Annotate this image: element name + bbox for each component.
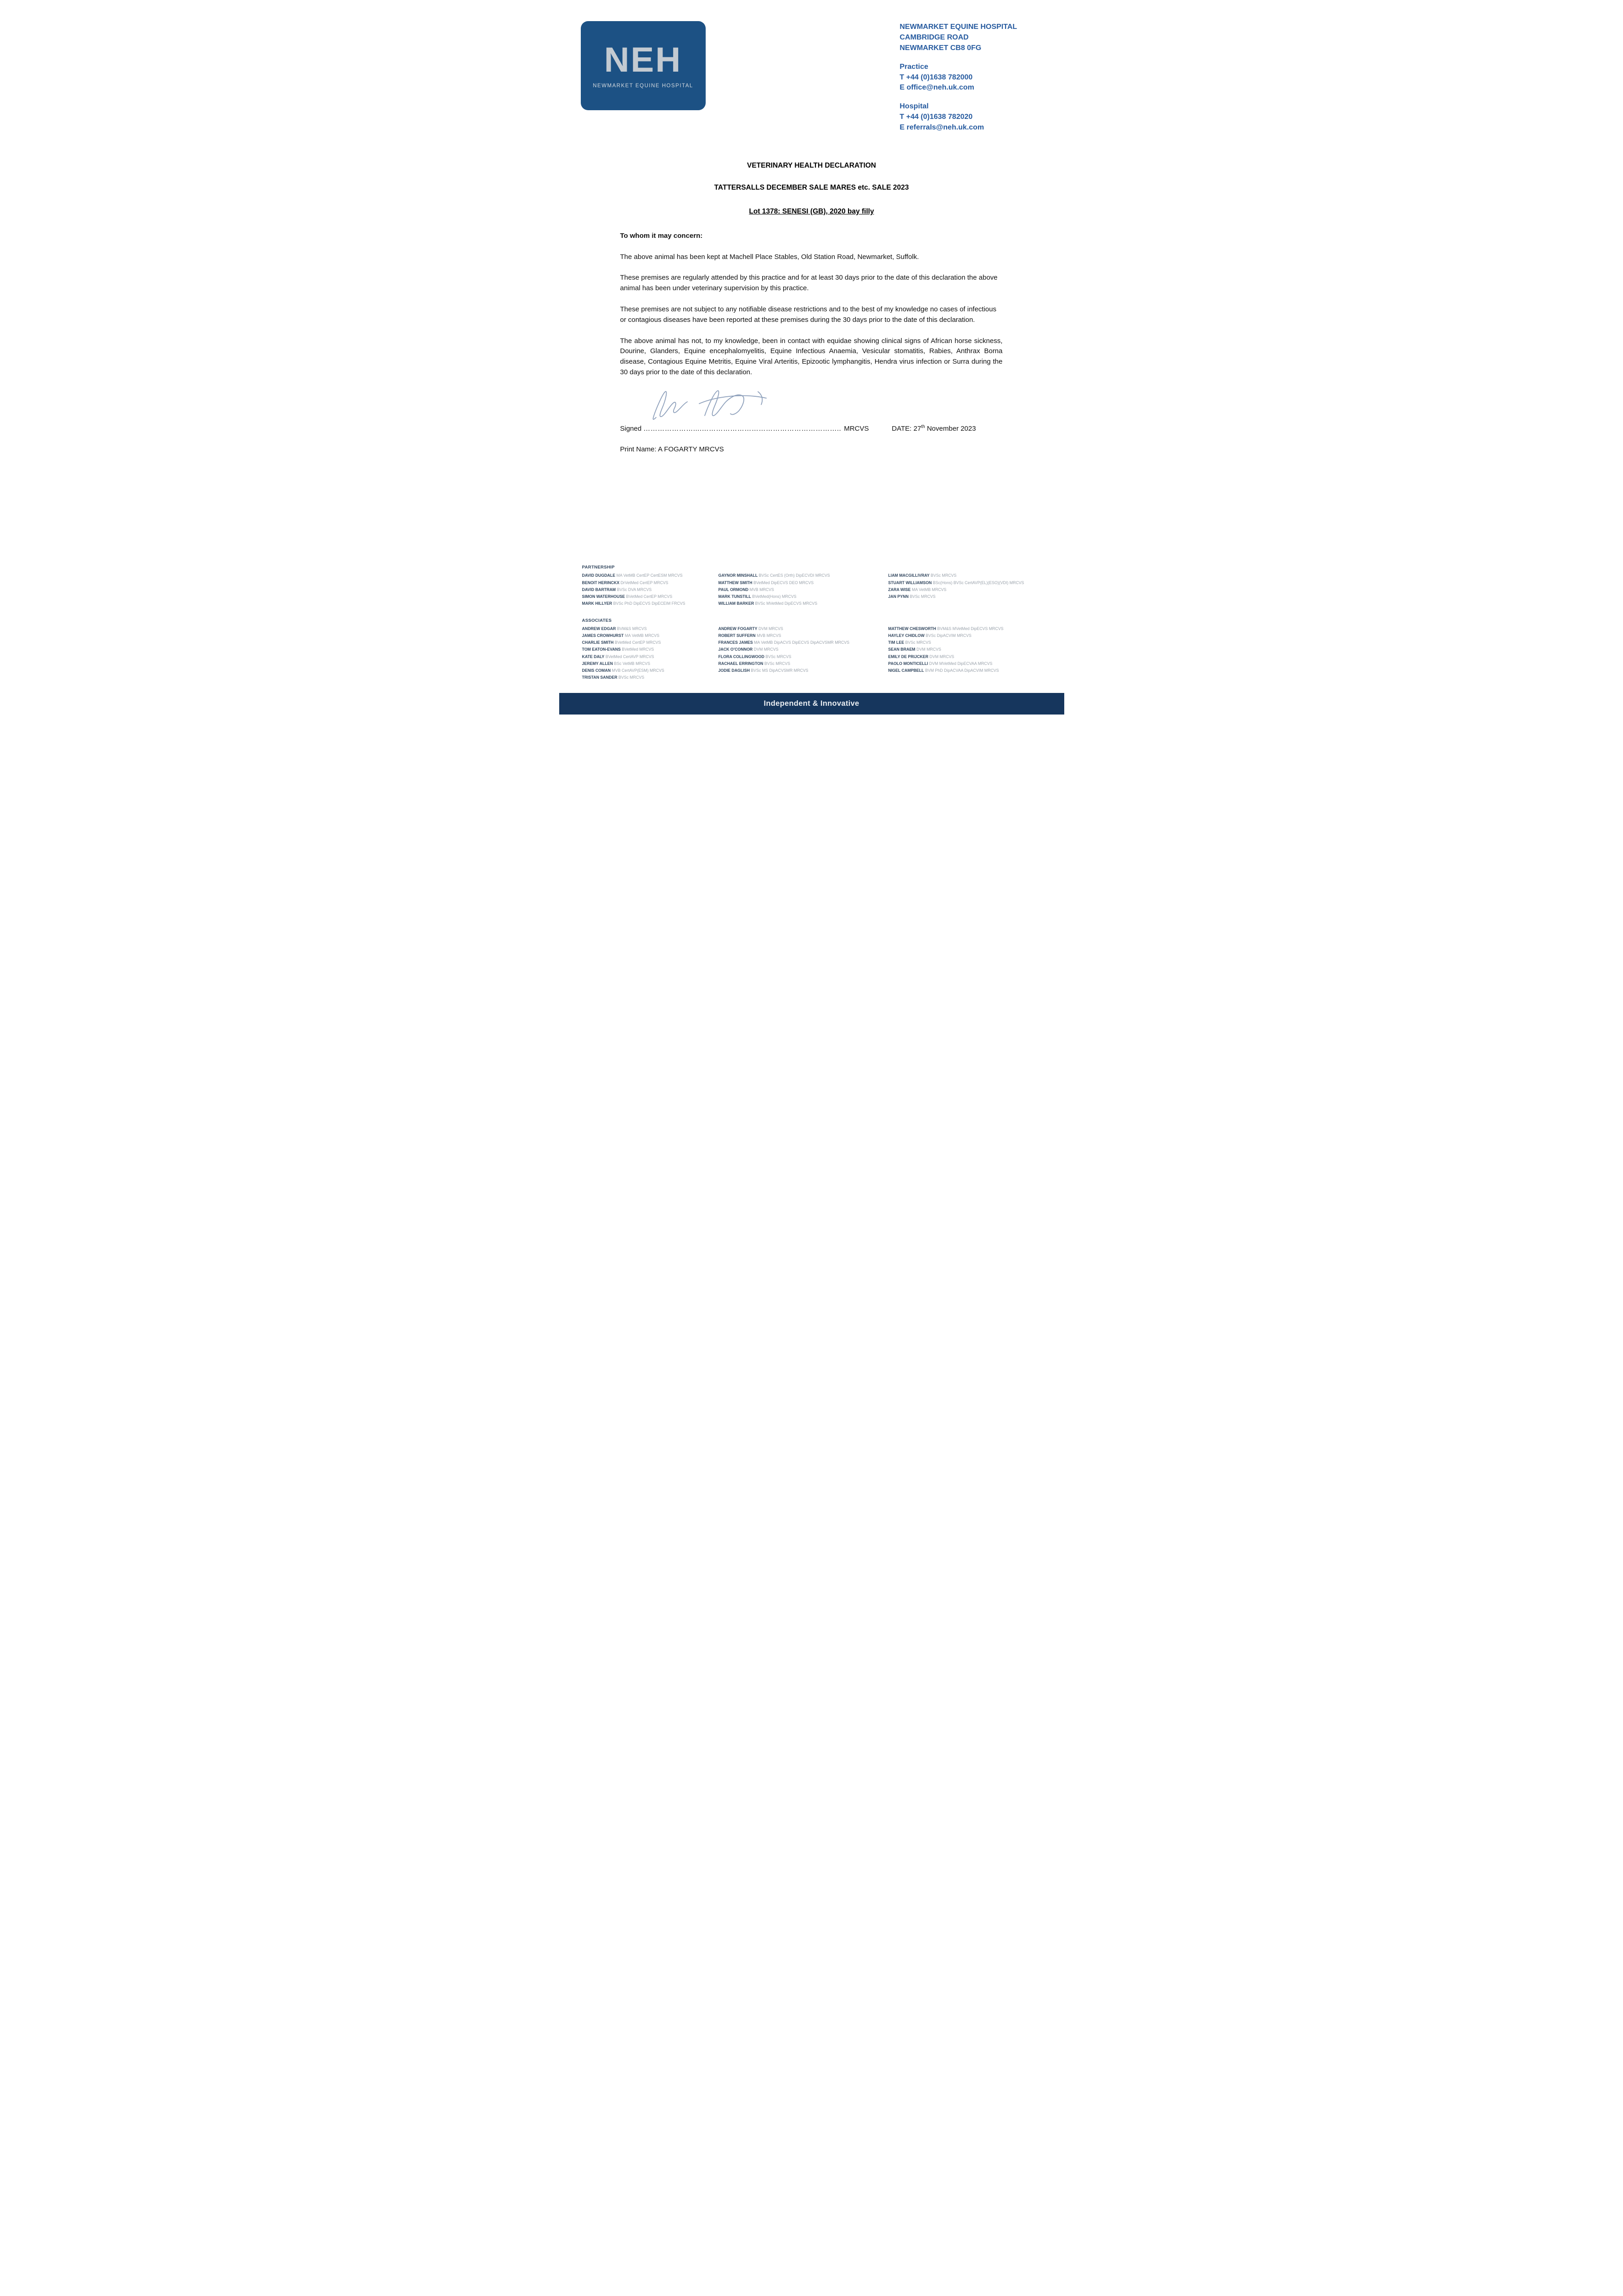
address-postcode: NEWMARKET CB8 0FG <box>899 44 982 52</box>
staff-credentials: MVB MRCVS <box>749 587 774 592</box>
staff-credentials: DrVetMed CertEP MRCVS <box>620 580 668 585</box>
staff-name: SEAN BRAEM <box>888 647 915 652</box>
staff-footer <box>559 554 1064 693</box>
staff-credentials: MVB CertAVP(ESM) MRCVS <box>612 668 664 673</box>
staff-name: EMILY DE PRIJCKER <box>888 654 929 659</box>
hospital-phone: T +44 (0)1638 782020 <box>899 113 973 121</box>
date-rest: November 2023 <box>925 424 976 433</box>
letter-body <box>559 216 1064 378</box>
staff-member <box>582 625 719 632</box>
staff-name: MARK TUNSTILL <box>718 594 751 599</box>
staff-member <box>888 625 1050 632</box>
staff-member <box>582 660 719 667</box>
staff-member <box>888 580 1050 586</box>
staff-name: WILLIAM BARKER <box>718 601 754 606</box>
associates-grid <box>582 625 1050 681</box>
staff-credentials: BVetMed MRCVS <box>622 647 654 652</box>
staff-credentials: BVetMed(Hons) MRCVS <box>752 594 797 599</box>
staff-credentials: BVSc CertES (Orth) DipECVDI MRCVS <box>758 573 830 578</box>
staff-name: GAYNOR MINSHALL <box>718 573 758 578</box>
staff-member <box>719 586 888 593</box>
hospital-email: E referrals@neh.uk.com <box>899 124 984 131</box>
logo-acronym: NEH <box>604 40 682 79</box>
staff-name: KATE DALY <box>582 654 605 659</box>
staff-member <box>719 572 888 579</box>
lot-title: Lot 1378: SENESI (GB), 2020 bay filly <box>749 207 874 215</box>
staff-credentials: BVSc DipACVIM MRCVS <box>926 633 972 638</box>
practice-phone: T +44 (0)1638 782000 <box>899 73 973 81</box>
date-text <box>892 425 976 433</box>
staff-column <box>719 572 888 607</box>
tagline-bar <box>559 693 1064 715</box>
staff-credentials: BVSc MRCVS <box>618 675 645 680</box>
staff-name: TOM EATON-EVANS <box>582 647 621 652</box>
staff-member <box>888 586 1050 593</box>
staff-credentials: BVSc MVetMed DipECVS MRCVS <box>755 601 818 606</box>
partnership-section <box>582 565 1050 607</box>
handwritten-signature <box>650 385 778 422</box>
mrcvs-label: MRCVS <box>844 424 869 433</box>
staff-name: JACK O’CONNOR <box>718 647 753 652</box>
contact-block <box>900 21 1038 133</box>
staff-member <box>888 632 1050 639</box>
staff-name: MATTHEW CHESWORTH <box>888 626 936 631</box>
staff-member <box>719 653 888 660</box>
staff-credentials: DVM MVetMed DipECVAA MRCVS <box>929 661 993 666</box>
staff-member <box>888 639 1050 646</box>
staff-member <box>719 639 888 646</box>
date-prefix: DATE: 27 <box>892 424 921 433</box>
paragraph-kept-at: The above animal has been kept at Machell Place Stables, Old Station Road, Newmarket, Suffolk. <box>620 253 919 261</box>
staff-credentials: BVetMed CertAVP MRCVS <box>605 654 654 659</box>
staff-member <box>582 572 719 579</box>
staff-credentials: BVM PhD DipACVAA DipACVIM MRCVS <box>925 668 999 673</box>
staff-member <box>582 674 719 681</box>
hospital-label: Hospital <box>899 102 929 111</box>
staff-name: FLORA COLLINGWOOD <box>718 654 764 659</box>
staff-credentials: MA VetMB DipACVS DipECVS DipACVSMR MRCVS <box>754 640 849 645</box>
staff-name: JAN PYNN <box>888 594 909 599</box>
document-page <box>559 0 1064 715</box>
staff-credentials: DVM MRCVS <box>758 626 783 631</box>
signed-label: Signed <box>620 424 642 433</box>
staff-member <box>719 600 888 607</box>
paragraph-supervision: These premises are regularly attended by this practice and for at least 30 days prior to the date of this declaration the above animal has been under veterinary supervision by this practice. <box>620 274 998 293</box>
staff-credentials: MA VetMB MRCVS <box>624 633 660 638</box>
staff-credentials: BVSc MRCVS <box>764 661 791 666</box>
staff-member <box>719 646 888 653</box>
staff-name: STUART WILLIAMSON <box>888 580 932 585</box>
staff-name: PAUL ORMOND <box>718 587 749 592</box>
date-ordinal: th <box>921 424 925 429</box>
staff-credentials: BVetMed CertEP MRCVS <box>614 640 661 645</box>
staff-name: DENIS COMAN <box>582 668 611 673</box>
staff-credentials: BVM&S MRCVS <box>617 626 647 631</box>
staff-name: DAVID DUGDALE <box>582 573 616 578</box>
staff-credentials: DVM MRCVS <box>916 647 941 652</box>
staff-credentials: BVSc MRCVS <box>765 654 792 659</box>
staff-name: TRISTAN SANDER <box>582 675 618 680</box>
staff-member <box>719 580 888 586</box>
staff-credentials: DVM MRCVS <box>753 647 779 652</box>
logo-name: NEWMARKET EQUINE HOSPITAL <box>593 83 693 89</box>
neh-logo <box>581 21 706 110</box>
staff-credentials: BVSc MRCVS <box>910 594 936 599</box>
staff-name: HAYLEY CHIDLOW <box>888 633 925 638</box>
staff-column <box>888 572 1050 607</box>
partnership-grid <box>582 572 1050 607</box>
staff-credentials: BSc VetMB MRCVS <box>614 661 651 666</box>
staff-name: MARK HILLYER <box>582 601 612 606</box>
staff-name: ANDREW FOGARTY <box>718 626 758 631</box>
staff-member <box>888 646 1050 653</box>
staff-member <box>719 625 888 632</box>
staff-member <box>582 580 719 586</box>
staff-name: JAMES CROWHURST <box>582 633 624 638</box>
staff-member <box>719 632 888 639</box>
staff-member <box>719 660 888 667</box>
staff-member <box>582 653 719 660</box>
staff-column <box>888 625 1050 681</box>
staff-name: JODIE DAGLISH <box>718 668 750 673</box>
staff-name: FRANCES JAMES <box>718 640 753 645</box>
staff-member <box>888 667 1050 674</box>
staff-credentials: BVM&S MVetMed DipECVS MRCVS <box>937 626 1004 631</box>
staff-column <box>719 625 888 681</box>
staff-member <box>582 593 719 600</box>
staff-member <box>888 593 1050 600</box>
staff-name: PAOLO MONTICELLI <box>888 661 928 666</box>
salutation: To whom it may concern: <box>620 231 703 240</box>
staff-credentials: BVetMed DipECVS DEO MRCVS <box>753 580 814 585</box>
staff-name: ROBERT SUFFERN <box>718 633 756 638</box>
letterhead <box>559 0 1064 133</box>
address-road: CAMBRIDGE ROAD <box>899 33 969 41</box>
staff-credentials: BVSc MS DipACVSMR MRCVS <box>751 668 809 673</box>
staff-name: DAVID BARTRAM <box>582 587 616 592</box>
hospital-name: NEWMARKET EQUINE HOSPITAL <box>899 23 1017 31</box>
staff-credentials: BSc(Hons) BVSc CertAVP(EL)(ESO)(VDI) MRCVS <box>932 580 1024 585</box>
staff-name: ZARA WISE <box>888 587 911 592</box>
staff-credentials: BVSc PhD DipECVS DipECEIM FRCVS <box>613 601 685 606</box>
staff-credentials: BVSc MRCVS <box>905 640 931 645</box>
staff-credentials: BVetMed CertEP MRCVS <box>626 594 673 599</box>
staff-column <box>582 572 719 607</box>
staff-credentials: MVB MRCVS <box>757 633 781 638</box>
signature-dotted-line: …………………....………………………………………………….. <box>643 424 842 433</box>
sale-title: TATTERSALLS DECEMBER SALE MARES etc. SALE 2023 <box>714 183 909 191</box>
staff-credentials: BVSc MRCVS <box>931 573 957 578</box>
signed-line <box>620 425 1003 433</box>
declaration-title: VETERINARY HEALTH DECLARATION <box>747 161 876 169</box>
staff-member <box>582 586 719 593</box>
staff-credentials: DVM MRCVS <box>929 654 955 659</box>
print-name-line: Print Name: A FOGARTY MRCVS <box>620 445 724 453</box>
staff-member <box>582 646 719 653</box>
staff-member <box>582 667 719 674</box>
practice-label: Practice <box>899 62 928 71</box>
staff-member <box>582 639 719 646</box>
practice-contact <box>900 62 1038 94</box>
staff-member <box>888 653 1050 660</box>
hospital-contact <box>900 101 1038 133</box>
staff-credentials: MA VetMB CertEP CertESM MRCVS <box>616 573 683 578</box>
staff-column <box>582 625 719 681</box>
staff-member <box>888 660 1050 667</box>
staff-name: TIM LEE <box>888 640 904 645</box>
practice-email: E office@neh.uk.com <box>899 84 974 92</box>
staff-member <box>719 667 888 674</box>
paragraph-diseases: The above animal has not, to my knowledge, been in contact with equidae showing clinical signs of African horse sickness, Dourine, Glanders, Equine encephalomyelitis, Equine Infectious Anaemia, Vesicular stomatitis, Rabies, Anthrax Borna disease, Contagious Equine Metritis, Equine Viral Arteritis, Epizootic lymphangitis, Hendra virus infection or Surra during the 30 days prior to the date of this declaration. <box>620 337 1003 377</box>
tagline-text: Independent & Innovative <box>764 699 859 708</box>
partnership-heading: PARTNERSHIP <box>582 565 615 570</box>
staff-member <box>582 632 719 639</box>
associates-heading: ASSOCIATES <box>582 618 612 623</box>
staff-name: JEREMY ALLEN <box>582 661 613 666</box>
staff-member <box>582 600 719 607</box>
staff-name: CHARLIE SMITH <box>582 640 614 645</box>
document-titles <box>559 162 1064 216</box>
staff-name: RACHAEL ERRINGTON <box>718 661 764 666</box>
staff-name: ANDREW EDGAR <box>582 626 616 631</box>
staff-member <box>719 593 888 600</box>
staff-name: MATTHEW SMITH <box>718 580 753 585</box>
staff-credentials: BVSc DVA MRCVS <box>617 587 652 592</box>
staff-name: BENOIT HERINCKX <box>582 580 620 585</box>
staff-name: NIGEL CAMPBELL <box>888 668 924 673</box>
staff-credentials: MA VetMB MRCVS <box>912 587 947 592</box>
associates-section <box>582 618 1050 681</box>
staff-name: SIMON WATERHOUSE <box>582 594 625 599</box>
staff-name: LIAM MACGILLIVRAY <box>888 573 930 578</box>
paragraph-restrictions: These premises are not subject to any notifiable disease restrictions and to the best of my knowledge no cases of infectious or contagious diseases have been reported at these premises during the 30 days prior to the date of this declaration. <box>620 305 997 324</box>
signature-area <box>559 378 1064 453</box>
staff-member <box>888 572 1050 579</box>
